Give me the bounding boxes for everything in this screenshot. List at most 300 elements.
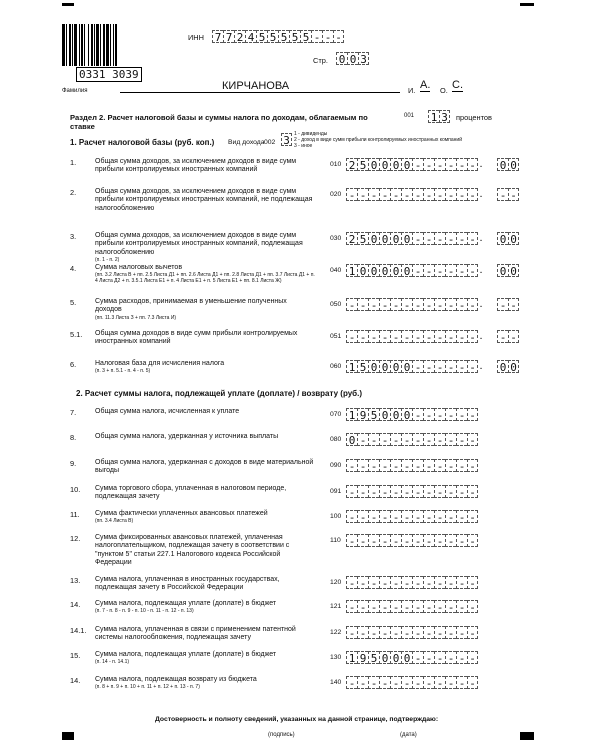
field-cell: - (445, 510, 456, 523)
field-cell: - (445, 264, 456, 277)
field-cell: - (379, 576, 390, 589)
field-cell: 0 (379, 264, 390, 277)
field-cell: - (445, 298, 456, 311)
field-cell: 0 (390, 158, 401, 171)
field-cell: - (434, 600, 445, 613)
row-text: Общая сумма доходов, за исключением доходов в виде сумм прибыли контролируемых иностранных компаний (95, 158, 297, 174)
field-cell: - (467, 360, 478, 373)
row-code: 130 (330, 654, 342, 661)
field-cell: 1 (346, 651, 357, 664)
field-cell: - (467, 600, 478, 613)
field-cell: - (357, 485, 368, 498)
row-cells (346, 459, 478, 472)
field-cell: - (467, 626, 478, 639)
field-cell: - (456, 459, 467, 472)
field-cell: - (445, 360, 456, 373)
income-type-note: 1 - дивиденды (294, 131, 328, 137)
corner-marker-bottom-left (62, 732, 74, 740)
field-cell: - (412, 408, 423, 421)
row-cells (346, 330, 478, 343)
field-cell: - (379, 298, 390, 311)
field-cell: - (456, 433, 467, 446)
field-cell: - (368, 676, 379, 689)
field-cell: 0 (379, 158, 390, 171)
field-cell: - (379, 188, 390, 201)
row-kop-cells (497, 360, 519, 373)
field-cell: - (456, 232, 467, 245)
row-number: 5. (70, 298, 77, 307)
row-kop-cells (497, 298, 519, 311)
field-cell: - (456, 264, 467, 277)
field-cell: - (467, 158, 478, 171)
row-number: 9. (70, 459, 77, 468)
field-cell: - (423, 360, 434, 373)
field-cell: - (357, 433, 368, 446)
field-cell: - (423, 576, 434, 589)
row-code: 122 (330, 629, 342, 636)
rate-unit: процентов (456, 113, 492, 122)
inn-cells (212, 30, 344, 43)
row-cells (346, 651, 478, 664)
row-number: 6. (70, 360, 77, 369)
field-cell: - (357, 576, 368, 589)
field-cell: 0 (379, 360, 390, 373)
field-cell: - (401, 534, 412, 547)
field-cell: - (357, 626, 368, 639)
field-cell: - (368, 576, 379, 589)
row-code: 060 (330, 363, 342, 370)
field-cell: 5 (368, 408, 379, 421)
field-cell: - (423, 330, 434, 343)
row-formula: (п. 7 - п. 8 - п. 9 - п. 10 - п. 11 - п. 12 - п. 13) (95, 608, 194, 615)
field-cell: 0 (401, 232, 412, 245)
field-cell: - (357, 298, 368, 311)
field-cell: - (401, 600, 412, 613)
row-cells (346, 676, 478, 689)
field-cell: 1 (346, 264, 357, 277)
field-cell: - (368, 510, 379, 523)
field-cell: - (390, 330, 401, 343)
field-cell: - (434, 408, 445, 421)
row-formula: (п. 8 + п. 9 + п. 10 + п. 11 + п. 12 + п. 13 - п. 7) (95, 684, 200, 691)
field-cell: - (467, 433, 478, 446)
row-text: Сумма налога, подлежащая возврату из бюджета (95, 676, 257, 683)
row-description (95, 510, 315, 524)
row-code: 040 (330, 267, 342, 274)
row-kop-cells (497, 330, 519, 343)
field-cell: - (467, 264, 478, 277)
field-cell: - (412, 298, 423, 311)
row-number: 12. (70, 534, 81, 543)
field-cell: 5 (278, 30, 289, 43)
field-cell: - (434, 232, 445, 245)
decimal-point: . (479, 330, 483, 342)
field-cell: - (401, 298, 412, 311)
row-text: Сумма фактически уплаченных авансовых платежей (95, 510, 268, 517)
field-cell: 1 (346, 408, 357, 421)
field-cell: 7 (212, 30, 223, 43)
field-cell: - (434, 626, 445, 639)
field-cell: - (467, 459, 478, 472)
row-cells (346, 188, 478, 201)
field-cell: - (434, 158, 445, 171)
field-cell: - (412, 626, 423, 639)
row-text: Общая сумма доходов в виде сумм прибыли контролируемых иностранных компаний (95, 330, 298, 346)
surname-line (120, 92, 400, 93)
field-cell: - (445, 188, 456, 201)
row-number: 10. (70, 485, 81, 494)
row-text: Сумма фиксированных авансовых платежей, уплаченная налогоплательщиком, подлежащая зачету в соответствии с "пунктом 5" статьи 227.1 Налогового кодекса Российской Федерации (95, 534, 290, 567)
field-cell: - (368, 188, 379, 201)
row-text: Сумма налога, подлежащая уплате (доплате) в бюджет (95, 651, 277, 658)
field-cell: - (423, 264, 434, 277)
field-cell: 5 (357, 360, 368, 373)
field-cell: - (322, 30, 333, 43)
field-cell: - (467, 676, 478, 689)
row-code: 120 (330, 579, 342, 586)
field-cell: 0 (508, 264, 519, 277)
field-cell: - (401, 576, 412, 589)
field-cell: 0 (401, 360, 412, 373)
field-cell: - (497, 188, 508, 201)
field-cell: 9 (357, 408, 368, 421)
field-cell: - (423, 600, 434, 613)
field-cell: - (390, 676, 401, 689)
decimal-point: . (479, 188, 483, 200)
field-cell: 0 (390, 651, 401, 664)
field-cell: 3 (439, 110, 450, 123)
row-code: 090 (330, 462, 342, 469)
row-cells (346, 433, 478, 446)
row-description (95, 534, 315, 568)
row-cells (346, 510, 478, 523)
field-cell: - (346, 298, 357, 311)
field-cell: - (368, 433, 379, 446)
field-cell: - (412, 534, 423, 547)
income-type-note: 2 - доход в виде сумм прибыли контролируемых иностранных компаний (294, 137, 463, 144)
field-cell: 0 (497, 232, 508, 245)
row-text: Общая сумма доходов, за исключением доходов в виде сумм прибыли контролируемых иностранных компаний, не подлежащая налогообложению (95, 188, 313, 212)
field-cell: - (423, 485, 434, 498)
field-cell: - (333, 30, 344, 43)
field-cell: - (456, 360, 467, 373)
field-cell: 0 (347, 52, 358, 65)
field-cell: 0 (336, 52, 347, 65)
field-cell: - (456, 651, 467, 664)
page-cells (336, 52, 369, 65)
decimal-point: . (479, 158, 483, 170)
field-cell: 5 (289, 30, 300, 43)
field-cell: - (390, 626, 401, 639)
field-cell: - (401, 510, 412, 523)
field-cell: - (379, 600, 390, 613)
row-description (95, 459, 315, 476)
field-cell: - (368, 298, 379, 311)
field-cell: - (423, 459, 434, 472)
row-number: 7. (70, 408, 77, 417)
row-text: Сумма торгового сбора, уплаченная в налоговом периоде, подлежащая зачету (95, 485, 287, 501)
inn-label: ИНН (188, 33, 204, 42)
income-type-cell (281, 133, 292, 146)
field-cell: - (390, 576, 401, 589)
row-number: 15. (70, 651, 81, 660)
row-number: 14.1. (70, 626, 87, 635)
row-text: Сумма налога, подлежащая уплате (доплате) в бюджет (95, 600, 277, 607)
field-cell: - (467, 651, 478, 664)
field-cell: - (368, 459, 379, 472)
field-cell: 0 (379, 408, 390, 421)
field-cell: - (445, 576, 456, 589)
field-cell: - (412, 676, 423, 689)
field-cell: - (412, 510, 423, 523)
field-cell: - (445, 534, 456, 547)
row-description (95, 676, 315, 690)
row-description (95, 433, 315, 441)
field-cell: - (346, 510, 357, 523)
row-text: Сумма налога, уплаченная в иностранных государствах, подлежащая зачету в Российской Федерации (95, 576, 280, 592)
field-cell: 0 (368, 158, 379, 171)
row-cells (346, 408, 478, 421)
field-cell: - (456, 188, 467, 201)
row-code: 020 (330, 191, 342, 198)
row-code: 091 (330, 488, 342, 495)
field-cell: - (423, 298, 434, 311)
row-formula: (п. 1 - п. 2) (95, 257, 120, 264)
row-description (95, 188, 315, 213)
row-code: 051 (330, 333, 342, 340)
field-cell: - (423, 408, 434, 421)
field-cell: - (412, 360, 423, 373)
field-cell: - (311, 30, 322, 43)
field-cell: 9 (357, 651, 368, 664)
field-cell: - (497, 330, 508, 343)
field-cell: - (434, 459, 445, 472)
corner-marker-bottom-right (520, 732, 534, 740)
field-cell: - (423, 188, 434, 201)
field-cell: - (357, 534, 368, 547)
row-cells (346, 298, 478, 311)
income-type-label: Вид дохода (228, 139, 265, 146)
field-cell: 5 (300, 30, 311, 43)
row-cells (346, 600, 478, 613)
field-cell: 0 (508, 232, 519, 245)
field-cell: - (379, 534, 390, 547)
row-description (95, 600, 315, 614)
field-cell: - (346, 534, 357, 547)
field-cell: - (390, 510, 401, 523)
field-cell: - (390, 534, 401, 547)
row-cells (346, 485, 478, 498)
field-cell: - (357, 676, 368, 689)
field-cell: - (456, 676, 467, 689)
field-cell: - (401, 330, 412, 343)
field-cell: - (467, 576, 478, 589)
corner-marker-top-right (520, 3, 534, 6)
section-title: Раздел 2. Расчет налоговой базы и суммы налога по доходам, облагаемым по ставке (70, 113, 368, 131)
field-cell: - (412, 600, 423, 613)
field-cell: - (390, 600, 401, 613)
row-number: 11. (70, 510, 80, 519)
row-description (95, 232, 315, 263)
field-cell: - (445, 459, 456, 472)
field-cell: - (445, 485, 456, 498)
row-description (95, 651, 315, 665)
row-kop-cells (497, 232, 519, 245)
row-text: Общая сумма доходов, за исключением доходов в виде сумм прибыли контролируемых иностранных компаний, подлежащая налогообложению (95, 232, 303, 256)
field-cell: - (434, 651, 445, 664)
row-text: Общая сумма налога, удержанная с доходов в виде материальной выгоды (95, 459, 314, 475)
field-cell: 4 (245, 30, 256, 43)
field-cell: - (467, 188, 478, 201)
field-cell: 3 (358, 52, 369, 65)
field-cell: - (508, 298, 519, 311)
field-cell: - (368, 626, 379, 639)
field-cell: - (508, 188, 519, 201)
row-description (95, 298, 315, 321)
row-number: 13. (70, 576, 81, 585)
field-cell: - (390, 459, 401, 472)
row-formula: (пп. 11.3 Листа З + пп. 7.3 Листа И) (95, 314, 177, 321)
field-cell: - (434, 576, 445, 589)
row-text: Налоговая база для исчисления налога (95, 360, 225, 367)
rate-cells (428, 110, 450, 123)
field-cell: - (412, 188, 423, 201)
field-cell: 5 (256, 30, 267, 43)
field-cell: - (379, 330, 390, 343)
row-description (95, 576, 315, 593)
field-cell: - (412, 651, 423, 664)
field-cell: - (412, 264, 423, 277)
field-cell: - (456, 485, 467, 498)
field-cell: 0 (357, 264, 368, 277)
row-code: 140 (330, 679, 342, 686)
initial-o-value: С. (452, 79, 463, 91)
field-cell: - (423, 626, 434, 639)
field-cell: - (379, 676, 390, 689)
income-type-value: 3 (281, 133, 292, 146)
field-cell: - (379, 626, 390, 639)
row-code: 080 (330, 436, 342, 443)
decimal-point: . (479, 232, 483, 244)
field-cell: - (423, 510, 434, 523)
field-cell: 1 (428, 110, 439, 123)
part1-title: 1. Расчет налоговой базы (руб. коп.) (70, 138, 215, 147)
field-cell: - (346, 576, 357, 589)
field-cell: - (390, 188, 401, 201)
field-cell: 0 (401, 651, 412, 664)
row-code: 010 (330, 161, 342, 168)
field-cell: 2 (346, 232, 357, 245)
field-cell: - (445, 330, 456, 343)
row-text: Сумма расходов, принимаемая в уменьшение полученных доходов (95, 298, 287, 314)
field-cell: - (346, 485, 357, 498)
field-cell: - (401, 459, 412, 472)
field-cell: 2 (346, 158, 357, 171)
field-cell: 0 (390, 360, 401, 373)
field-cell: - (456, 408, 467, 421)
row-description (95, 485, 315, 502)
field-cell: - (423, 534, 434, 547)
field-cell: - (346, 626, 357, 639)
field-cell: - (368, 485, 379, 498)
field-cell: - (434, 510, 445, 523)
field-cell: 0 (401, 264, 412, 277)
row-description (95, 158, 315, 175)
field-cell: - (390, 485, 401, 498)
field-cell: - (423, 433, 434, 446)
field-cell: - (456, 626, 467, 639)
field-cell: - (434, 485, 445, 498)
row-description (95, 408, 315, 416)
field-cell: 0 (497, 264, 508, 277)
field-cell: - (467, 330, 478, 343)
row-cells (346, 626, 478, 639)
row-cells (346, 264, 478, 277)
decimal-point: . (479, 360, 483, 372)
field-cell: 0 (390, 264, 401, 277)
field-cell: - (412, 158, 423, 171)
field-cell: - (379, 510, 390, 523)
field-cell: - (434, 676, 445, 689)
row-kop-cells (497, 264, 519, 277)
decimal-point: . (479, 264, 483, 276)
field-cell: 0 (508, 360, 519, 373)
field-cell: - (412, 485, 423, 498)
field-cell: - (434, 433, 445, 446)
income-type-notes (294, 131, 524, 150)
field-cell: - (401, 485, 412, 498)
barcode-gap (117, 24, 119, 66)
field-cell: - (434, 534, 445, 547)
field-cell: 0 (379, 651, 390, 664)
row-number: 1. (70, 158, 77, 167)
row-cells (346, 576, 478, 589)
field-cell: - (357, 600, 368, 613)
field-cell: - (434, 330, 445, 343)
surname-value: КИРЧАНОВА (222, 80, 290, 92)
field-cell: - (390, 298, 401, 311)
row-code: 110 (330, 537, 341, 544)
field-cell: - (445, 232, 456, 245)
field-cell: - (401, 676, 412, 689)
field-cell: - (368, 600, 379, 613)
field-cell: - (467, 485, 478, 498)
field-cell: 0 (497, 158, 508, 171)
field-cell: - (412, 330, 423, 343)
field-cell: - (434, 360, 445, 373)
row-number: 3. (70, 232, 77, 241)
field-cell: - (445, 433, 456, 446)
row-code: 121 (330, 603, 342, 610)
footer-confirm: Достоверность и полноту сведений, указанных на данной странице, подтверждаю: (155, 716, 439, 723)
field-cell: - (456, 510, 467, 523)
field-cell: - (368, 534, 379, 547)
field-cell: - (467, 298, 478, 311)
field-cell: - (497, 298, 508, 311)
row-text: Общая сумма налога, удержанная у источника выплаты (95, 433, 279, 440)
row-cells (346, 534, 478, 547)
surname-label: Фамилия (62, 88, 88, 94)
row-cells (346, 158, 478, 171)
field-cell: - (445, 626, 456, 639)
field-cell: - (357, 459, 368, 472)
field-cell: 7 (223, 30, 234, 43)
barcode (62, 24, 132, 66)
field-cell: - (412, 459, 423, 472)
row-description (95, 330, 315, 347)
row-number: 4. (70, 264, 77, 273)
initial-i-value: А. (420, 79, 431, 91)
